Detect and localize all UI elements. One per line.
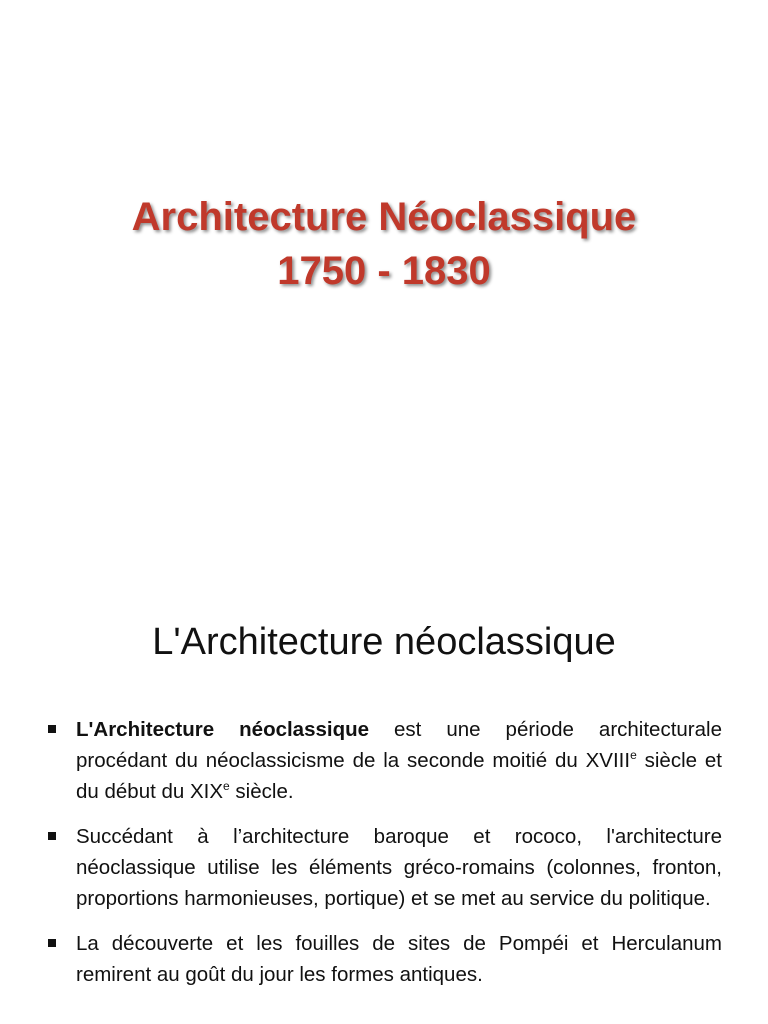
bullet-text: La découverte et les fouilles de sites de Pompéi et Herculanum remirent au goût du jour les formes antiques. (76, 932, 722, 986)
bullet-item (46, 928, 722, 990)
bullet-list (46, 714, 722, 1004)
square-bullet-icon (48, 725, 56, 733)
bullet-item (46, 714, 722, 807)
content-slide (0, 576, 768, 1024)
superscript: e (223, 779, 230, 794)
slide-title: Architecture Néoclassique (131, 195, 637, 239)
square-bullet-icon (48, 832, 56, 840)
slide-subtitle-dates: 1750 - 1830 (277, 249, 491, 293)
bullet-bold-term: L'Architecture néoclassique (76, 718, 370, 741)
bullet-text: siècle. (229, 780, 294, 803)
square-bullet-icon (48, 939, 56, 947)
content-heading: L'Architecture néoclassique (152, 621, 616, 663)
bullet-text: est une période architecturale procédant du néoclassicisme de la seconde moitié du XVIII (76, 718, 722, 772)
bullet-text: siècle et du début du XIX (76, 749, 722, 803)
bullet-text: Succédant à l’architecture baroque et rococo, l'architecture néoclassique utilise les éléments gréco-romains (colonnes, fronton, proportions harmonieuses, portique) et se met au service du politique. (76, 825, 722, 910)
superscript: e (630, 748, 637, 763)
bullet-item (46, 821, 722, 914)
title-block (0, 190, 768, 298)
